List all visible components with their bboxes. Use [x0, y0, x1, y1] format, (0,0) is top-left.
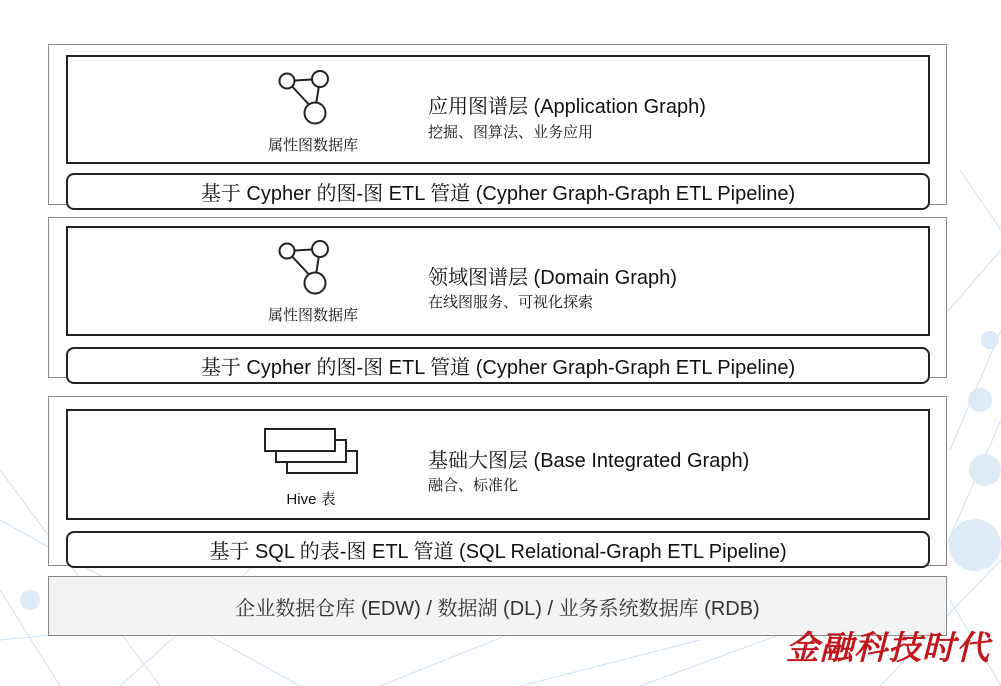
- icon-label: Hive 表: [286, 491, 336, 508]
- graph-icon: [276, 238, 336, 298]
- pipeline-cypher-graph-graph: 基于 Cypher 的图-图 ETL 管道 (Cypher Graph-Graph ETL Pipeline): [66, 173, 930, 210]
- icon-label: 属性图数据库: [267, 137, 359, 154]
- icon-label: 属性图数据库: [267, 307, 359, 324]
- layer-subtitle: 融合、标准化: [428, 477, 519, 494]
- data-sources-foundation: 企业数据仓库 (EDW) / 数据湖 (DL) / 业务系统数据库 (RDB): [48, 576, 947, 636]
- pipeline-cypher-graph-graph: 基于 Cypher 的图-图 ETL 管道 (Cypher Graph-Graph ETL Pipeline): [66, 347, 930, 384]
- graph-icon: [276, 68, 336, 128]
- stacked-tables-icon: [262, 426, 362, 478]
- pipeline-sql-relational-graph: 基于 SQL 的表-图 ETL 管道 (SQL Relational-Graph ETL Pipeline): [66, 531, 930, 568]
- layer-subtitle: 在线图服务、可视化探索: [428, 294, 594, 311]
- layer-subtitle: 挖掘、图算法、业务应用: [428, 124, 594, 141]
- layer-title: 应用图谱层 (Application Graph): [428, 96, 706, 118]
- watermark-logo: 金融科技时代: [786, 628, 990, 667]
- layer-title: 基础大图层 (Base Integrated Graph): [428, 450, 750, 472]
- layer-title: 领域图谱层 (Domain Graph): [428, 267, 677, 289]
